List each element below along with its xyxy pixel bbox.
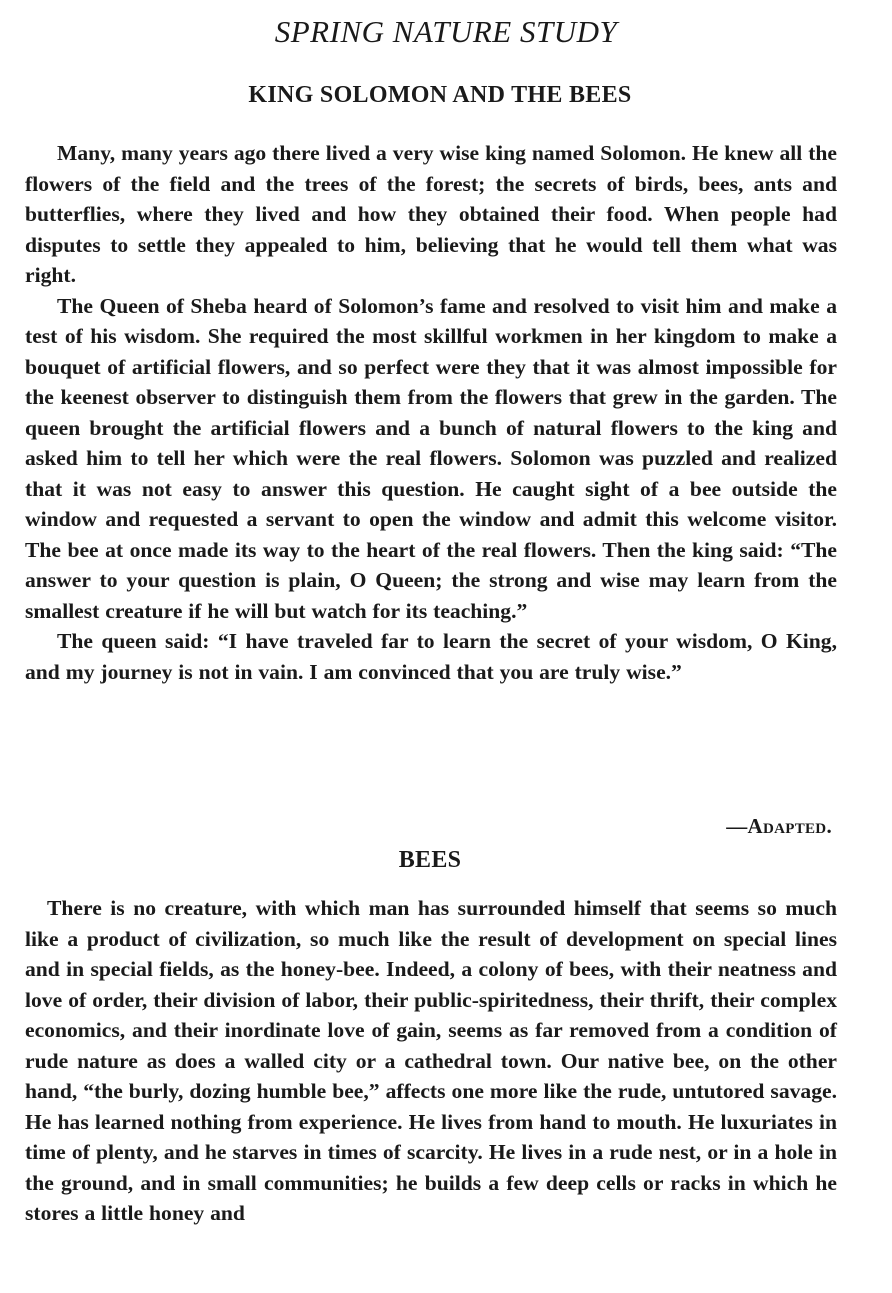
- attribution: —Adapted.: [726, 814, 832, 838]
- story-paragraph-2: The Queen of Sheba heard of Solomon’s fame and resolved to visit him and make a test of his wisdom. She required the most skillful workmen in her kingdom to make a bouquet of artificial flowers, and so perfect were they that it was almost impossible for the keenest observer to distinguish them from the flowers that grew in the garden. The queen brought the artificial flowers and a bunch of natural flowers to the king and asked him to tell her which were the real flowers. Solomon was puzzled and realized that it was not easy to answer this question. He caught sight of a bee outside the window and requested a servant to open the window and admit this welcome visitor. The bee at once made its way to the heart of the real flowers. Then the king said: “The answer to your question is plain, O Queen; the strong and wise may learn from the smallest creature if he will but watch for its teaching.”: [25, 293, 837, 623]
- story-paragraph-1: Many, many years ago there lived a very wise king named Solomon. He knew all the flowers of the field and the trees of the forest; the secrets of birds, bees, ants and butterflies, where they lived and how they obtained their food. When people had disputes to settle they appealed to him, believing that he would tell them what was right.: [25, 141, 837, 287]
- running-head: SPRING NATURE STUDY: [274, 14, 618, 49]
- bees-body: [25, 893, 837, 1229]
- bees-title: BEES: [398, 847, 462, 873]
- story-title: KING SOLOMON AND THE BEES: [248, 82, 632, 108]
- story-paragraph-3: The queen said: “I have traveled far to learn the secret of your wisdom, O King, and my journey is not in vain. I am convinced that you are truly wise.”: [25, 629, 837, 684]
- bees-paragraph-1: There is no creature, with which man has surrounded himself that seems so much like a product of civilization, so much like the result of development on special lines and in special fields, as the honey-bee. Indeed, a colony of bees, with their neatness and love of order, their division of labor, their public-spiritedness, their thrift, their complex economics, and their inordinate love of gain, seems as far removed from a condition of rude nature as does a walled city or a cathedral town. Our native bee, on the other hand, “the burly, dozing humble bee,” affects one more like the rude, untutored savage. He has learned nothing from experience. He lives from hand to mouth. He luxuriates in time of plenty, and he starves in times of scarcity. He lives in a rude nest, or in a hole in the ground, and in small communities; he builds a few deep cells or racks in which he stores a little honey and: [25, 896, 837, 1225]
- story-body: [25, 138, 837, 687]
